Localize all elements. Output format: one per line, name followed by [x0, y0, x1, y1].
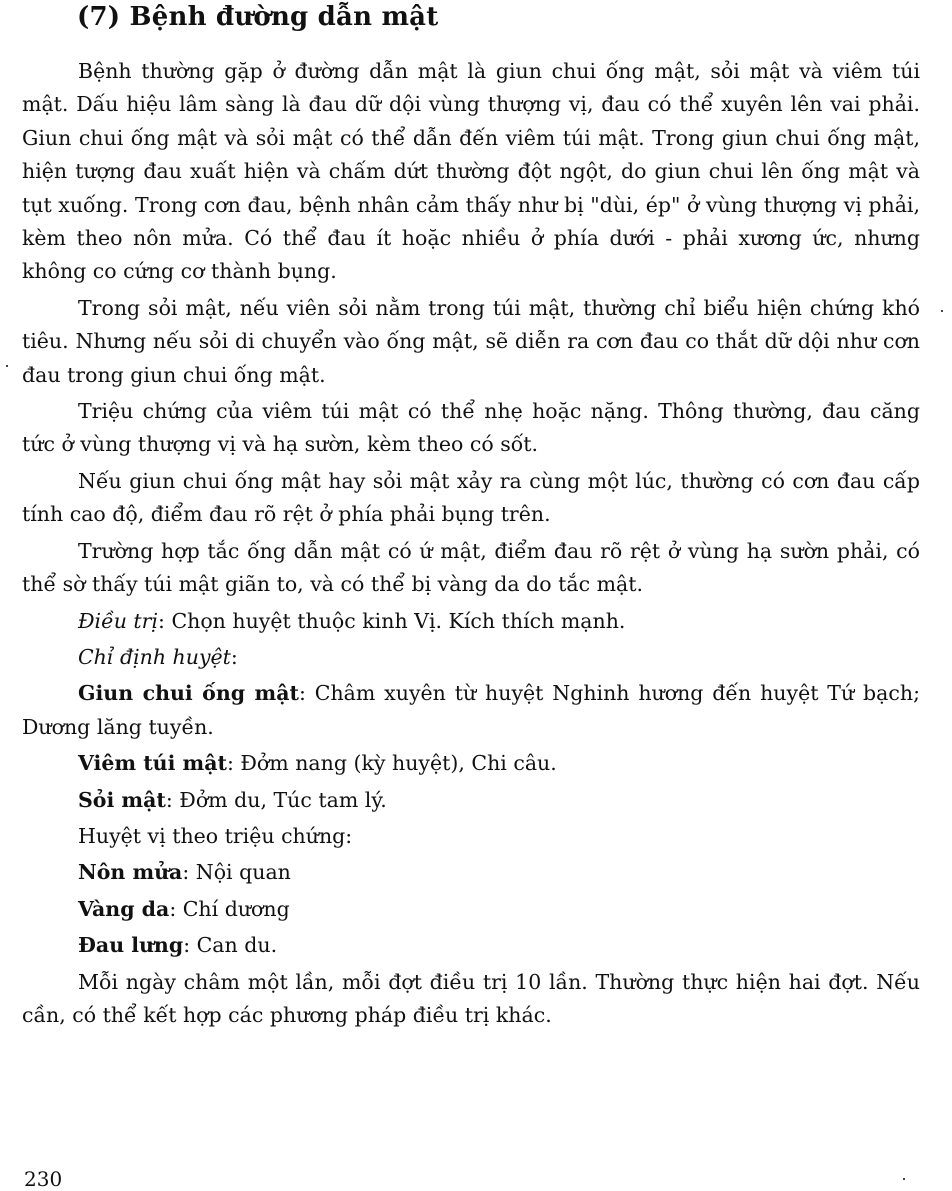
paragraph-overview: Bệnh thường gặp ở đường dẫn mật là giun chui ống mật, sỏi mật và viêm túi mật. Dấu hiệu lâm sàng là đau dữ dội vùng thượng vị, đau có thể xuyên lên vai phải. Giun chui ống mật và sỏi mật có thể dẫn đến viêm túi mật. Trong giun chui ống mật, hiện tượng đau xuất hiện và chấm dứt thường đột ngột, do giun chui lên ống mật và tụt xuống. Trong cơn đau, bệnh nhân cảm thấy như bị "dùi, ép" ở vùng thượng vị phải, kèm theo nôn mửa. Có thể đau ít hoặc nhiều ở phía dưới - phải xương ức, nhưng không co cứng cơ thành bụng. [22, 59, 920, 284]
point-label: Giun chui ống mật [78, 681, 299, 706]
symptom-item [22, 929, 920, 962]
points-label: Chỉ định huyệt [78, 644, 231, 669]
paragraph-obstruction: Trường hợp tắc ống dẫn mật có ứ mật, điểm đau rõ rệt ở vùng hạ sườn phải, có thể sờ thấy túi mật giãn to, và có thể bị vàng da do tắc mật. [22, 538, 920, 597]
treatment-label: Điều trị [78, 608, 159, 633]
point-text: : Đởm du, Túc tam lý. [165, 787, 387, 812]
symptom-item [22, 856, 920, 889]
symptom-label: Đau lưng [78, 933, 184, 958]
points-suffix: : [230, 644, 238, 669]
treatment-text: : Chọn huyệt thuộc kinh Vị. Kích thích mạnh. [158, 608, 626, 633]
treatment-line [22, 605, 920, 638]
scan-speck [903, 1178, 905, 1180]
paragraph-cholecystitis: Triệu chứng của viêm túi mật có thể nhẹ hoặc nặng. Thông thường, đau căng tức ở vùng thượng vị và hạ sườn, kèm theo có sốt. [22, 399, 920, 457]
body-text [22, 55, 920, 1032]
point-text: : Đởm nang (kỳ huyệt), Chi câu. [226, 751, 557, 776]
paragraph-closing: Mỗi ngày châm một lần, mỗi đợt điều trị 10 lần. Thường thực hiện hai đợt. Nếu cần, có thể kết hợp các phương pháp điều trị khác. [22, 969, 920, 1027]
page-number: 230 [24, 1167, 63, 1191]
symptom-label: Vàng da [78, 896, 170, 921]
point-label: Sỏi mật [78, 787, 166, 812]
symptom-heading: Huyệt vị theo triệu chứng: [78, 823, 353, 848]
symptom-text: : Can du. [183, 933, 278, 958]
symptom-text: : Nội quan [182, 860, 291, 885]
point-item [22, 677, 920, 744]
scan-speck [6, 365, 8, 367]
paragraph-combined: Nếu giun chui ống mật hay sỏi mật xảy ra cùng một lúc, thường có cơn đau cấp tính cao độ, điểm đau rõ rệt ở phía phải bụng trên. [22, 468, 920, 527]
paragraph-gallstones: Trong sỏi mật, nếu viên sỏi nằm trong túi mật, thường chỉ biểu hiện chứng khó tiêu. Nhưng nếu sỏi di chuyển vào ống mật, sẽ diễn ra cơn đau co thắt dữ dội như cơn đau trong giun chui ống mật. [22, 295, 920, 387]
point-text: : Châm xuyên từ huyệt Nghinh hương đến huyệt Tứ bạch; Dương lăng tuyền. [22, 681, 920, 739]
scan-speck [941, 310, 943, 312]
point-item [22, 747, 920, 780]
point-item [22, 784, 920, 817]
section-title: (7) Bệnh đường dẫn mật [77, 2, 439, 32]
points-heading [22, 641, 920, 674]
symptom-item [22, 893, 920, 926]
symptom-text: : Chí dương [169, 896, 290, 921]
symptom-label: Nôn mửa [78, 860, 183, 885]
point-label: Viêm túi mật [78, 751, 227, 776]
